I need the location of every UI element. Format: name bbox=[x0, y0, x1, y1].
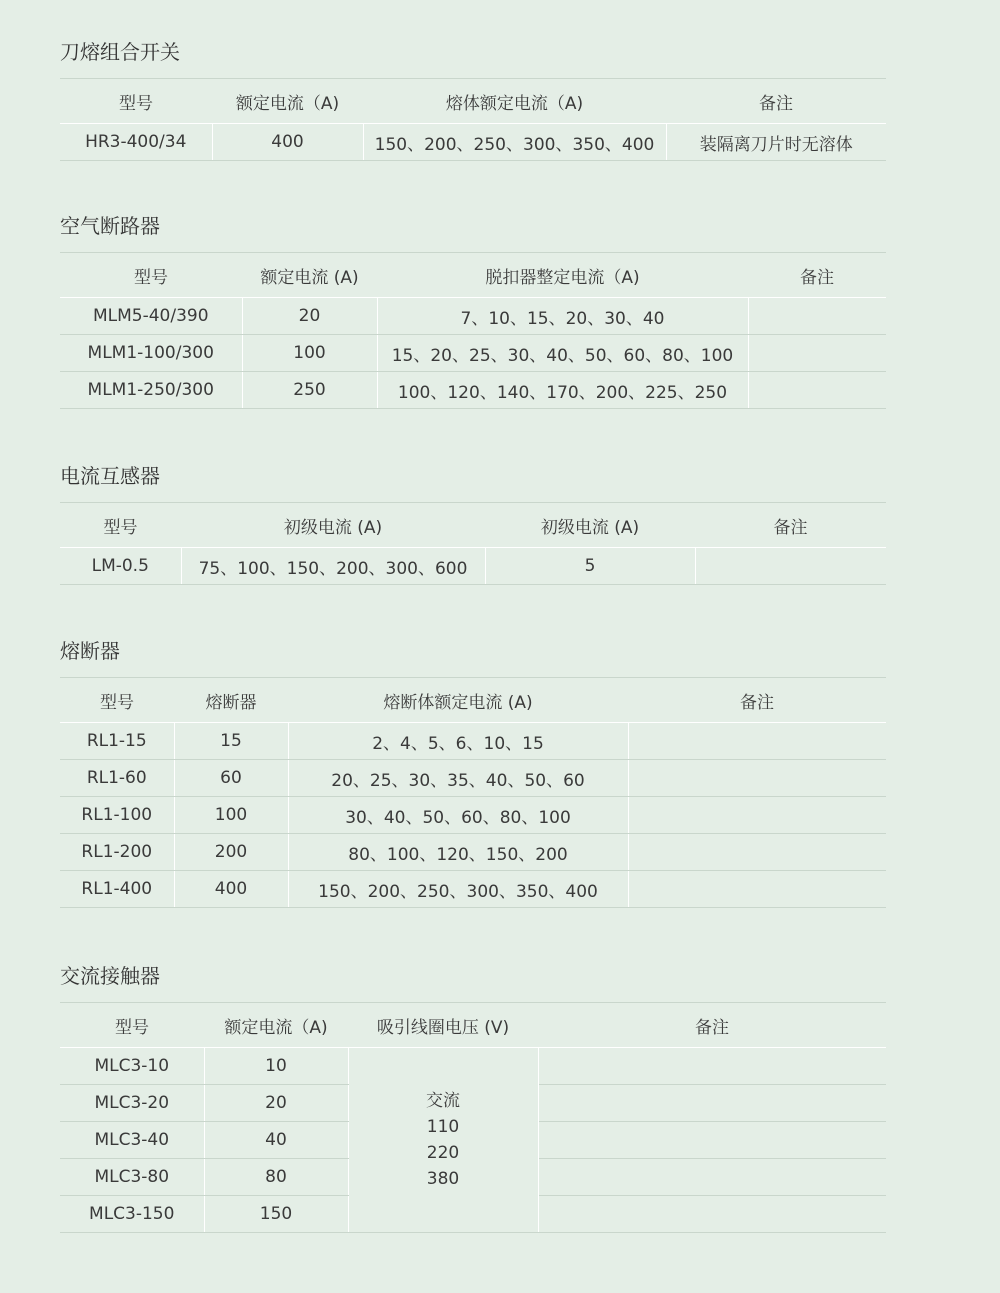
table-header-row bbox=[60, 253, 886, 298]
cell-remark bbox=[628, 871, 886, 908]
cell-primary-current: 75、100、150、200、300、600 bbox=[181, 548, 485, 585]
cell-remark bbox=[538, 1159, 886, 1196]
cell-rated-current: 150 bbox=[204, 1196, 348, 1233]
cell-remark bbox=[628, 760, 886, 797]
header-rated-current: 额定电流（A) bbox=[212, 79, 363, 124]
cell-remark bbox=[538, 1196, 886, 1233]
header-rated-current: 额定电流 (A) bbox=[242, 253, 377, 298]
table-header-row bbox=[60, 678, 886, 723]
header-rated-current: 额定电流（A) bbox=[204, 1003, 348, 1048]
header-fuse-rated-current: 熔体额定电流（A) bbox=[363, 79, 666, 124]
cell-model: MLC3-80 bbox=[60, 1159, 204, 1196]
cell-remark bbox=[748, 372, 886, 409]
cell-remark bbox=[628, 797, 886, 834]
table-row bbox=[60, 548, 886, 585]
cell-remark bbox=[538, 1085, 886, 1122]
cell-remark bbox=[628, 723, 886, 760]
header-fuse: 熔断器 bbox=[174, 678, 288, 723]
cell-model: RL1-400 bbox=[60, 871, 174, 908]
coil-voltage-value: 220 bbox=[426, 1143, 460, 1163]
table-row bbox=[60, 124, 886, 161]
section-title: 刀熔组合开关 bbox=[60, 40, 180, 64]
spec-table bbox=[60, 677, 886, 908]
header-primary-current-2: 初级电流 (A) bbox=[485, 503, 695, 548]
cell-model: MLC3-40 bbox=[60, 1122, 204, 1159]
header-fuse-link-current: 熔断体额定电流 (A) bbox=[288, 678, 628, 723]
cell-remark bbox=[695, 548, 886, 585]
cell-trip-current: 15、20、25、30、40、50、60、80、100 bbox=[377, 335, 748, 372]
cell-model: MLC3-20 bbox=[60, 1085, 204, 1122]
cell-model: RL1-60 bbox=[60, 760, 174, 797]
cell-fuse-link-current: 20、25、30、35、40、50、60 bbox=[288, 760, 628, 797]
header-model: 型号 bbox=[60, 1003, 204, 1048]
header-model: 型号 bbox=[60, 503, 181, 548]
coil-voltage-value: 380 bbox=[426, 1169, 460, 1189]
cell-remark bbox=[538, 1048, 886, 1085]
cell-fuse: 200 bbox=[174, 834, 288, 871]
cell-fuse-rated-current: 150、200、250、300、350、400 bbox=[363, 124, 666, 161]
cell-rated-current: 20 bbox=[204, 1085, 348, 1122]
cell-remark bbox=[628, 834, 886, 871]
coil-voltage-value: 110 bbox=[426, 1117, 460, 1137]
table-row bbox=[60, 797, 886, 834]
table-row bbox=[60, 372, 886, 409]
cell-model: RL1-200 bbox=[60, 834, 174, 871]
cell-model: RL1-15 bbox=[60, 723, 174, 760]
cell-model: MLC3-10 bbox=[60, 1048, 204, 1085]
table-row bbox=[60, 723, 886, 760]
cell-model: MLM1-250/300 bbox=[60, 372, 242, 409]
cell-fuse-link-current: 30、40、50、60、80、100 bbox=[288, 797, 628, 834]
cell-remark bbox=[748, 298, 886, 335]
spec-table bbox=[60, 502, 886, 585]
header-primary-current: 初级电流 (A) bbox=[181, 503, 485, 548]
spec-table bbox=[60, 78, 886, 161]
cell-fuse-link-current: 2、4、5、6、10、15 bbox=[288, 723, 628, 760]
cell-fuse: 400 bbox=[174, 871, 288, 908]
cell-fuse: 100 bbox=[174, 797, 288, 834]
table-row bbox=[60, 834, 886, 871]
header-remark: 备注 bbox=[538, 1003, 886, 1048]
table-row bbox=[60, 871, 886, 908]
cell-coil-voltage bbox=[348, 1048, 538, 1233]
spec-table bbox=[60, 1002, 886, 1233]
header-remark: 备注 bbox=[748, 253, 886, 298]
cell-model: MLM5-40/390 bbox=[60, 298, 242, 335]
section-title: 电流互感器 bbox=[60, 464, 160, 488]
section-title: 空气断路器 bbox=[60, 214, 160, 238]
section-title: 交流接触器 bbox=[60, 964, 160, 988]
header-remark: 备注 bbox=[695, 503, 886, 548]
cell-model: MLM1-100/300 bbox=[60, 335, 242, 372]
header-model: 型号 bbox=[60, 253, 242, 298]
header-model: 型号 bbox=[60, 678, 174, 723]
cell-remark bbox=[748, 335, 886, 372]
header-remark: 备注 bbox=[628, 678, 886, 723]
header-model: 型号 bbox=[60, 79, 212, 124]
cell-model: HR3-400/34 bbox=[60, 124, 212, 161]
cell-rated-current: 100 bbox=[242, 335, 377, 372]
table-header-row bbox=[60, 503, 886, 548]
cell-trip-current: 7、10、15、20、30、40 bbox=[377, 298, 748, 335]
cell-rated-current: 20 bbox=[242, 298, 377, 335]
cell-trip-current: 100、120、140、170、200、225、250 bbox=[377, 372, 748, 409]
cell-rated-current: 400 bbox=[212, 124, 363, 161]
spec-table bbox=[60, 252, 886, 409]
table-header-row bbox=[60, 79, 886, 124]
header-remark: 备注 bbox=[666, 79, 886, 124]
cell-rated-current: 250 bbox=[242, 372, 377, 409]
cell-fuse: 60 bbox=[174, 760, 288, 797]
cell-rated-current: 40 bbox=[204, 1122, 348, 1159]
table-row bbox=[60, 335, 886, 372]
cell-rated-current: 10 bbox=[204, 1048, 348, 1085]
cell-primary-current-2: 5 bbox=[485, 548, 695, 585]
cell-fuse-link-current: 80、100、120、150、200 bbox=[288, 834, 628, 871]
table-row bbox=[60, 298, 886, 335]
cell-model: MLC3-150 bbox=[60, 1196, 204, 1233]
cell-fuse: 15 bbox=[174, 723, 288, 760]
header-coil-voltage: 吸引线圈电压 (V) bbox=[348, 1003, 538, 1048]
cell-model: LM-0.5 bbox=[60, 548, 181, 585]
cell-remark: 装隔离刀片时无溶体 bbox=[666, 124, 886, 161]
coil-voltage-type: 交流 bbox=[426, 1091, 460, 1111]
cell-remark bbox=[538, 1122, 886, 1159]
table-row bbox=[60, 1048, 886, 1085]
cell-fuse-link-current: 150、200、250、300、350、400 bbox=[288, 871, 628, 908]
table-header-row bbox=[60, 1003, 886, 1048]
cell-model: RL1-100 bbox=[60, 797, 174, 834]
header-trip-current: 脱扣器整定电流（A) bbox=[377, 253, 748, 298]
table-row bbox=[60, 760, 886, 797]
cell-rated-current: 80 bbox=[204, 1159, 348, 1196]
section-title: 熔断器 bbox=[60, 639, 120, 663]
